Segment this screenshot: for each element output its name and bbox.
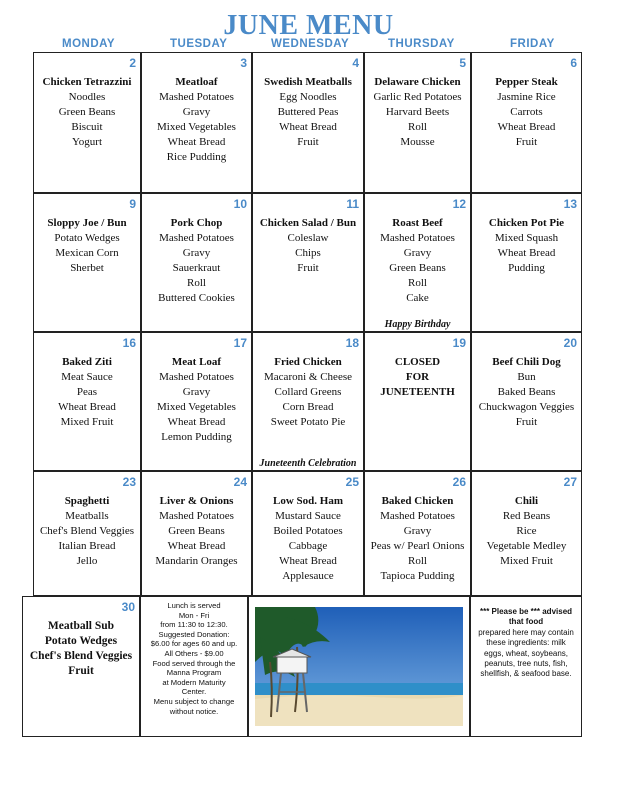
day-number: 11 bbox=[346, 197, 359, 211]
menu-items bbox=[34, 216, 140, 276]
menu-item: Mixed Vegetables bbox=[157, 121, 236, 133]
menu-items bbox=[253, 216, 363, 276]
menu-item: Garlic Red Potatoes bbox=[373, 91, 462, 103]
menu-item: Mashed Potatoes bbox=[159, 371, 234, 383]
lunch-info bbox=[141, 601, 247, 716]
page-title: JUNE MENU bbox=[223, 10, 394, 41]
day-number: 17 bbox=[233, 336, 247, 350]
menu-item: Wheat Bread bbox=[497, 121, 556, 133]
menu-item: Carrots bbox=[510, 106, 543, 118]
day-cell-11 bbox=[252, 193, 364, 332]
menu-item: Macaroni & Cheese bbox=[264, 371, 352, 383]
menu-item: Mashed Potatoes bbox=[380, 232, 455, 244]
menu-items bbox=[472, 216, 581, 276]
day-number: 13 bbox=[563, 197, 577, 211]
menu-item: Gravy bbox=[182, 106, 211, 118]
day-number: 16 bbox=[122, 336, 136, 350]
menu-item: Wheat Bread bbox=[497, 247, 556, 259]
day-cell-13 bbox=[471, 193, 582, 332]
menu-item: Gravy bbox=[182, 247, 211, 259]
celebration-note: Juneteenth Celebration bbox=[259, 458, 357, 469]
menu-item: Cabbage bbox=[288, 540, 328, 552]
menu-item: Sloppy Joe / Bun bbox=[47, 217, 127, 229]
menu-items bbox=[472, 355, 581, 430]
menu-items bbox=[365, 216, 470, 306]
menu-items bbox=[142, 494, 251, 569]
menu-item: Low Sod. Ham bbox=[273, 495, 343, 507]
photo-cell bbox=[248, 596, 470, 737]
day-number: 19 bbox=[452, 336, 466, 350]
menu-item: Bun bbox=[517, 371, 536, 383]
menu-item: Buttered Peas bbox=[277, 106, 339, 118]
menu-item: Gravy bbox=[403, 525, 432, 537]
lunch-info-line: at Modern Maturity bbox=[162, 677, 226, 687]
day-cell-27 bbox=[471, 471, 582, 596]
menu-item: Peas bbox=[76, 386, 98, 398]
menu-item: Chili bbox=[514, 495, 539, 507]
menu-item: Mixed Fruit bbox=[60, 416, 114, 428]
menu-item: Italian Bread bbox=[58, 540, 116, 552]
day-cell-18 bbox=[252, 332, 364, 471]
lunch-info-line: $6.00 for ages 60 and up. bbox=[150, 639, 238, 649]
day-number: 5 bbox=[459, 56, 466, 70]
menu-item: Lemon Pudding bbox=[161, 431, 232, 443]
menu-item: CLOSED bbox=[394, 356, 441, 368]
day-cell-10 bbox=[141, 193, 252, 332]
menu-item: Mashed Potatoes bbox=[380, 510, 455, 522]
allergy-notice bbox=[477, 607, 575, 680]
menu-items bbox=[142, 216, 251, 306]
day-number: 6 bbox=[570, 56, 577, 70]
menu-item: Mashed Potatoes bbox=[159, 91, 234, 103]
lunch-info-line: Suggested Donation: bbox=[158, 629, 230, 639]
lunch-info-line: Manna Program bbox=[166, 668, 222, 678]
menu-item: Buttered Cookies bbox=[158, 292, 235, 304]
menu-item: Potato Wedges bbox=[44, 635, 118, 647]
lunch-info-line: Mon - Fri bbox=[178, 610, 210, 620]
menu-item: Chicken Salad / Bun bbox=[259, 217, 357, 229]
menu-item: Green Beans bbox=[168, 525, 225, 537]
menu-item: Noodles bbox=[68, 91, 106, 103]
day-cell-6 bbox=[471, 52, 582, 193]
menu-item: Tapioca Pudding bbox=[380, 570, 455, 582]
menu-item: Mixed Squash bbox=[494, 232, 559, 244]
day-cell-20 bbox=[471, 332, 582, 471]
menu-items bbox=[472, 75, 581, 150]
lunch-info-line: from 11:30 to 12:30. bbox=[160, 620, 228, 630]
menu-item: Spaghetti bbox=[64, 495, 110, 507]
day-cell-9 bbox=[33, 193, 141, 332]
day-number: 27 bbox=[563, 475, 577, 489]
menu-item: Sauerkraut bbox=[172, 262, 221, 274]
day-cell-30 bbox=[22, 596, 140, 737]
day-cell-4 bbox=[252, 52, 364, 193]
day-cell-23 bbox=[33, 471, 141, 596]
menu-item: Mexican Corn bbox=[55, 247, 119, 259]
day-cell-25 bbox=[252, 471, 364, 596]
day-number: 25 bbox=[345, 475, 359, 489]
menu-item: Yogurt bbox=[71, 136, 103, 148]
menu-item: Roll bbox=[187, 277, 206, 289]
day-cell-3 bbox=[141, 52, 252, 193]
menu-item: Fried Chicken bbox=[274, 356, 342, 368]
menu-item: Baked Ziti bbox=[62, 356, 112, 368]
menu-item: Green Beans bbox=[389, 262, 446, 274]
day-number: 10 bbox=[233, 197, 247, 211]
day-cell-12 bbox=[364, 193, 471, 332]
menu-items bbox=[142, 75, 251, 165]
menu-item: Mousse bbox=[400, 136, 435, 148]
menu-item: Chef's Blend Veggies bbox=[29, 650, 133, 662]
menu-item: Potato Wedges bbox=[54, 232, 120, 244]
menu-item: Sherbet bbox=[70, 262, 104, 274]
menu-item: Roast Beef bbox=[392, 217, 443, 229]
menu-item: Meatloaf bbox=[175, 76, 218, 88]
menu-item: Peas w/ Pearl Onions bbox=[370, 540, 465, 552]
menu-item: Mixed Vegetables bbox=[157, 401, 236, 413]
menu-item: Chicken Pot Pie bbox=[488, 217, 565, 229]
day-number: 2 bbox=[129, 56, 136, 70]
day-number: 20 bbox=[563, 336, 577, 350]
lunch-info-cell bbox=[140, 596, 248, 737]
menu-item: Sweet Potato Pie bbox=[270, 416, 346, 428]
menu-items bbox=[34, 494, 140, 569]
menu-item: Meatball Sub bbox=[47, 620, 115, 632]
menu-item: Fruit bbox=[515, 136, 538, 148]
day-number: 9 bbox=[129, 197, 136, 211]
day-number: 23 bbox=[122, 475, 136, 489]
day-cell-16 bbox=[33, 332, 141, 471]
menu-item: Meat Loaf bbox=[171, 356, 222, 368]
lunch-info-line: Food served through the bbox=[152, 658, 236, 668]
menu-item: Mashed Potatoes bbox=[159, 510, 234, 522]
menu-item: Baked Beans bbox=[497, 386, 556, 398]
menu-item: Delaware Chicken bbox=[374, 76, 461, 88]
day-header-friday: FRIDAY bbox=[510, 38, 555, 50]
menu-item: Rice bbox=[516, 525, 537, 537]
menu-item: Wheat Bread bbox=[167, 540, 226, 552]
day-number: 4 bbox=[352, 56, 359, 70]
menu-item: Applesauce bbox=[282, 570, 334, 582]
menu-item: Boiled Potatoes bbox=[273, 525, 343, 537]
menu-item: JUNETEENTH bbox=[380, 386, 455, 398]
beach-photo bbox=[255, 607, 463, 726]
day-cell-26 bbox=[364, 471, 471, 596]
day-cell-17 bbox=[141, 332, 252, 471]
menu-items bbox=[23, 619, 139, 679]
menu-item: Biscuit bbox=[71, 121, 103, 133]
day-number: 24 bbox=[233, 475, 247, 489]
day-number: 12 bbox=[452, 197, 466, 211]
beach-lifeguard-image bbox=[255, 607, 463, 726]
menu-item: FOR bbox=[405, 371, 430, 383]
menu-item: Pudding bbox=[508, 262, 545, 274]
menu-item: Chef's Blend Veggies bbox=[39, 525, 135, 537]
menu-items bbox=[253, 355, 363, 430]
lunch-info-line: Center. bbox=[181, 687, 207, 697]
menu-item: Swedish Meatballs bbox=[264, 76, 352, 88]
menu-item: Wheat Bread bbox=[279, 121, 337, 133]
allergy-notice-text: prepared here may contain these ingredients: milk eggs, wheat, soybeans, peanuts, tree nuts, fish, shellfish, & seafood base. bbox=[478, 627, 574, 679]
menu-item: Beef Chili Dog bbox=[492, 356, 561, 368]
menu-items bbox=[253, 494, 363, 584]
menu-item: Meat Sauce bbox=[61, 371, 113, 383]
menu-item: Liver & Onions bbox=[159, 495, 234, 507]
menu-items bbox=[365, 75, 470, 150]
lunch-info-line: Lunch is served bbox=[167, 601, 221, 610]
menu-item: Gravy bbox=[182, 386, 211, 398]
menu-item: Fruit bbox=[515, 416, 538, 428]
menu-item: Meatballs bbox=[65, 510, 109, 522]
menu-item: Roll bbox=[408, 121, 427, 133]
menu-items bbox=[142, 355, 251, 445]
menu-item: Jello bbox=[76, 555, 98, 567]
lunch-info-line: without notice. bbox=[169, 706, 219, 716]
menu-item: Vegetable Medley bbox=[486, 540, 567, 552]
menu-item: Cake bbox=[406, 292, 429, 304]
menu-item: Egg Noodles bbox=[279, 91, 337, 103]
lunch-info-line: Menu subject to change bbox=[153, 696, 235, 706]
day-cell-2 bbox=[33, 52, 141, 193]
menu-item: Pork Chop bbox=[170, 217, 223, 229]
menu-item: Green Beans bbox=[58, 106, 116, 118]
menu-item: Rice Pudding bbox=[166, 151, 227, 163]
menu-item: Roll bbox=[408, 555, 427, 567]
menu-items bbox=[253, 75, 363, 150]
menu-items bbox=[34, 355, 140, 430]
day-number: 18 bbox=[345, 336, 359, 350]
menu-item: Wheat Bread bbox=[58, 401, 116, 413]
menu-item: Baked Chicken bbox=[381, 495, 454, 507]
menu-item: Mustard Sauce bbox=[275, 510, 341, 522]
allergy-notice-cell bbox=[470, 596, 582, 737]
menu-item: Chips bbox=[295, 247, 321, 259]
menu-item: Wheat Bread bbox=[167, 136, 226, 148]
menu-items bbox=[472, 494, 581, 569]
menu-items bbox=[34, 75, 140, 150]
menu-item: Mashed Potatoes bbox=[159, 232, 234, 244]
day-number: 26 bbox=[452, 475, 466, 489]
day-header-tuesday: TUESDAY bbox=[170, 38, 228, 50]
day-cell-19 bbox=[364, 332, 471, 471]
menu-item: Fruit bbox=[297, 136, 319, 148]
menu-item: Pepper Steak bbox=[495, 76, 558, 88]
menu-item: Coleslaw bbox=[287, 232, 329, 244]
menu-items bbox=[365, 355, 470, 400]
celebration-note: Happy Birthday bbox=[384, 319, 451, 330]
menu-items bbox=[365, 494, 470, 584]
menu-item: Fruit bbox=[297, 262, 319, 274]
menu-item: Collard Greens bbox=[274, 386, 342, 398]
lunch-info-line: All Others - $9.00 bbox=[164, 648, 224, 658]
day-cell-5 bbox=[364, 52, 471, 193]
menu-item: Fruit bbox=[68, 665, 94, 677]
allergy-notice-heading: *** Please be *** advised that food bbox=[479, 607, 573, 627]
day-number: 3 bbox=[240, 56, 247, 70]
menu-item: Wheat Bread bbox=[279, 555, 337, 567]
menu-item: Red Beans bbox=[502, 510, 551, 522]
day-header-wednesday: WEDNESDAY bbox=[271, 38, 350, 50]
menu-item: Mandarin Oranges bbox=[155, 555, 238, 567]
day-cell-24 bbox=[141, 471, 252, 596]
menu-item: Mixed Fruit bbox=[500, 555, 553, 567]
menu-item: Corn Bread bbox=[282, 401, 334, 413]
day-number: 30 bbox=[121, 600, 135, 614]
menu-item: Chuckwagon Veggies bbox=[478, 401, 575, 413]
menu-item: Wheat Bread bbox=[167, 416, 226, 428]
menu-item: Gravy bbox=[403, 247, 432, 259]
menu-item: Roll bbox=[408, 277, 427, 289]
menu-item: Jasmine Rice bbox=[497, 91, 556, 103]
day-header-monday: MONDAY bbox=[62, 38, 116, 50]
day-header-thursday: THURSDAY bbox=[388, 38, 455, 50]
menu-item: Harvard Beets bbox=[385, 106, 450, 118]
menu-item: Chicken Tetrazzini bbox=[42, 76, 132, 88]
